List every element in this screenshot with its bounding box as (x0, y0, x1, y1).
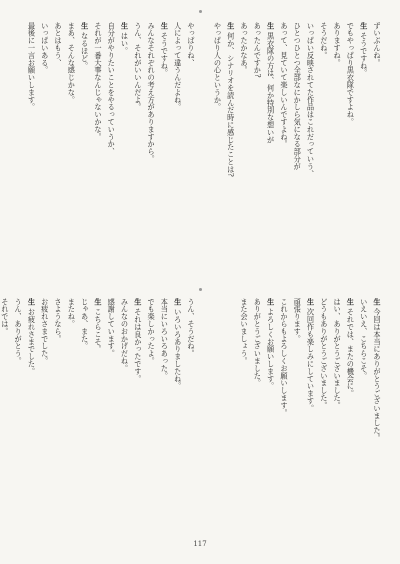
dialogue-line (344, 22, 357, 272)
dialogue-line (357, 298, 370, 538)
dialogue-line (92, 298, 105, 538)
dialogue-line (38, 22, 51, 272)
dialogue-line (132, 298, 145, 538)
dialogue-line (304, 298, 317, 538)
dialogue-line (278, 22, 291, 272)
dialogue-text: 人によって違うんだよね。 (173, 22, 183, 111)
speaker-label: 生 (266, 298, 276, 306)
dialogue-line (331, 298, 344, 538)
dialogue-line (238, 22, 251, 272)
dialogue-line (158, 22, 171, 272)
dialogue-line (171, 22, 184, 272)
dialogue-line (118, 22, 131, 272)
dialogue-text: お疲れさまでした。 (27, 308, 37, 376)
dialogue-text: いっぱいある。 (40, 22, 50, 74)
dialogue-line (304, 22, 317, 272)
dialogue-line (78, 298, 91, 538)
dialogue-line (25, 22, 38, 272)
dialogue-text: いえいえ、こちらこそ。 (359, 298, 369, 380)
dialogue-line (92, 22, 105, 272)
dialogue-text: また会いましょう。 (240, 298, 250, 365)
speaker-label: 生 (373, 298, 382, 306)
text-block-top-right (212, 22, 384, 272)
dialogue-line (251, 22, 264, 272)
dialogue-text: うん、そうだね。 (187, 298, 196, 358)
dialogue-line (12, 298, 25, 538)
dialogue-text: ありますね。 (333, 22, 343, 67)
speaker-label: 生 (27, 298, 37, 306)
dialogue-text: あって、見ていて楽しいんですよね。 (279, 22, 289, 148)
dialogue-line (52, 22, 65, 272)
margin-dot (199, 288, 202, 291)
dialogue-text: みんなのおかげだね。 (120, 298, 130, 372)
page-number: 117 (193, 540, 207, 548)
dialogue-text: やっぱり人の心というか。 (213, 22, 223, 111)
dialogue-line (38, 298, 51, 538)
dialogue-line (264, 22, 277, 272)
dialogue-text: ありがとうございました。 (253, 298, 263, 387)
speaker-label: 生 (359, 22, 369, 30)
dialogue-line (371, 298, 384, 538)
speaker-label: 生 (173, 298, 183, 306)
dialogue-text: 最後に一言お願いします。 (27, 22, 37, 111)
dialogue-text: まあ、そんな感じかな。 (67, 22, 77, 104)
dialogue-text: はい。 (120, 32, 130, 55)
speaker-label: 生 (80, 22, 90, 30)
dialogue-text: さようなら。 (54, 298, 64, 343)
speaker-label: 生 (93, 298, 103, 306)
dialogue-line (52, 298, 65, 538)
dialogue-text: みんなそれぞれの考え方がありますから。 (147, 22, 157, 163)
dialogue-line (65, 22, 78, 272)
dialogue-line (251, 298, 264, 538)
dialogue-text: そうですね。 (359, 32, 369, 77)
dialogue-text: 自分がやりたいことをやるっていうか、 (107, 22, 117, 156)
speaker-label: 生 (160, 22, 170, 30)
dialogue-line (291, 22, 304, 272)
dialogue-line (158, 298, 171, 538)
speaker-label: 生 (306, 298, 316, 306)
dialogue-text: あったんですか? (253, 22, 263, 78)
dialogue-line (105, 22, 118, 272)
speaker-label: 生 (133, 298, 143, 306)
dialogue-text: どうもありがとうございました。 (319, 298, 329, 409)
dialogue-line (318, 22, 331, 272)
dialogue-text: お疲れさまでした。 (40, 298, 50, 365)
dialogue-line (78, 22, 91, 272)
dialogue-line (132, 22, 145, 272)
dialogue-text: いっぱい反映されてた作品はこれだっていう、 (306, 22, 316, 178)
dialogue-text: それでは、またの機会に。 (346, 308, 356, 398)
dialogue-text: うん、ありがとう。 (14, 298, 24, 365)
dialogue-text: そうですね。 (160, 32, 170, 77)
dialogue-line (331, 22, 344, 272)
dialogue-line (65, 298, 78, 538)
dialogue-line (278, 298, 291, 538)
dialogue-text: これからもよろしくお願いします。 (279, 298, 289, 417)
dialogue-line (185, 298, 198, 538)
dialogue-line (145, 22, 158, 272)
dialogue-text: でも楽しかったよ。 (147, 298, 157, 365)
dialogue-text: 感謝しています。 (107, 298, 117, 358)
dialogue-line (145, 298, 158, 538)
dialogue-text: うん、それがいいんだよ。 (133, 22, 143, 111)
dialogue-text: ひとつひとつ全部なにかしら気になる部分が (293, 22, 303, 170)
dialogue-text: なるほど。 (80, 32, 90, 70)
dialogue-line (105, 298, 118, 538)
dialogue-text: 頑張ります。 (293, 298, 303, 343)
dialogue-text: あとはもう、 (54, 22, 64, 67)
dialogue-text: またね。 (67, 298, 77, 328)
dialogue-text: いろいろありましたね。 (173, 308, 183, 390)
dialogue-line (357, 22, 370, 272)
speaker-label: 生 (266, 22, 276, 30)
text-block-top-left (20, 22, 198, 272)
dialogue-text: 本当にいろいろあった。 (160, 298, 170, 380)
dialogue-text: ずいぶんね。 (373, 22, 382, 67)
speaker-label: 生 (120, 22, 130, 30)
margin-dot (199, 10, 202, 13)
dialogue-line (344, 298, 357, 538)
dialogue-line (318, 298, 331, 538)
dialogue-line (185, 22, 198, 272)
dialogue-line (0, 298, 12, 538)
dialogue-line (264, 298, 277, 538)
dialogue-text: 何か、シナリオを読んだ時に感じたことは? (226, 32, 236, 178)
dialogue-text: それは良かったです。 (133, 308, 143, 383)
dialogue-line (211, 22, 224, 272)
dialogue-text: あったかなあ。 (240, 22, 250, 74)
dialogue-line (25, 298, 38, 538)
dialogue-line (171, 298, 184, 538)
dialogue-text: はい、ありがとうございました。 (333, 298, 343, 409)
dialogue-text: よろしくお願いします。 (266, 308, 276, 390)
dialogue-text: 黒衣隊の方は、何か特別な想いが (266, 32, 276, 144)
dialogue-text: それでは。 (0, 298, 10, 335)
dialogue-text: やっぱりね、 (187, 22, 196, 67)
speaker-label: 生 (346, 298, 356, 306)
dialogue-text: 次回作も楽しみにしています。 (306, 308, 316, 413)
dialogue-line (291, 298, 304, 538)
text-block-bottom-right (212, 298, 384, 538)
dialogue-line (371, 22, 384, 272)
dialogue-text: でもやっぱり黒衣隊ですよね。 (346, 22, 356, 126)
dialogue-line (238, 298, 251, 538)
dialogue-text: 今回は本当にありがとうございました。 (373, 308, 382, 442)
dialogue-text: じゃあ、また。 (80, 298, 90, 350)
dialogue-text: そうだね。 (319, 22, 329, 59)
dialogue-line (224, 22, 237, 272)
text-block-bottom-left (0, 298, 198, 538)
dialogue-text: それが一番大事なんじゃないかな。 (93, 22, 103, 141)
speaker-label: 生 (226, 22, 236, 30)
dialogue-line (118, 298, 131, 538)
dialogue-text: こちらこそ。 (93, 308, 103, 353)
